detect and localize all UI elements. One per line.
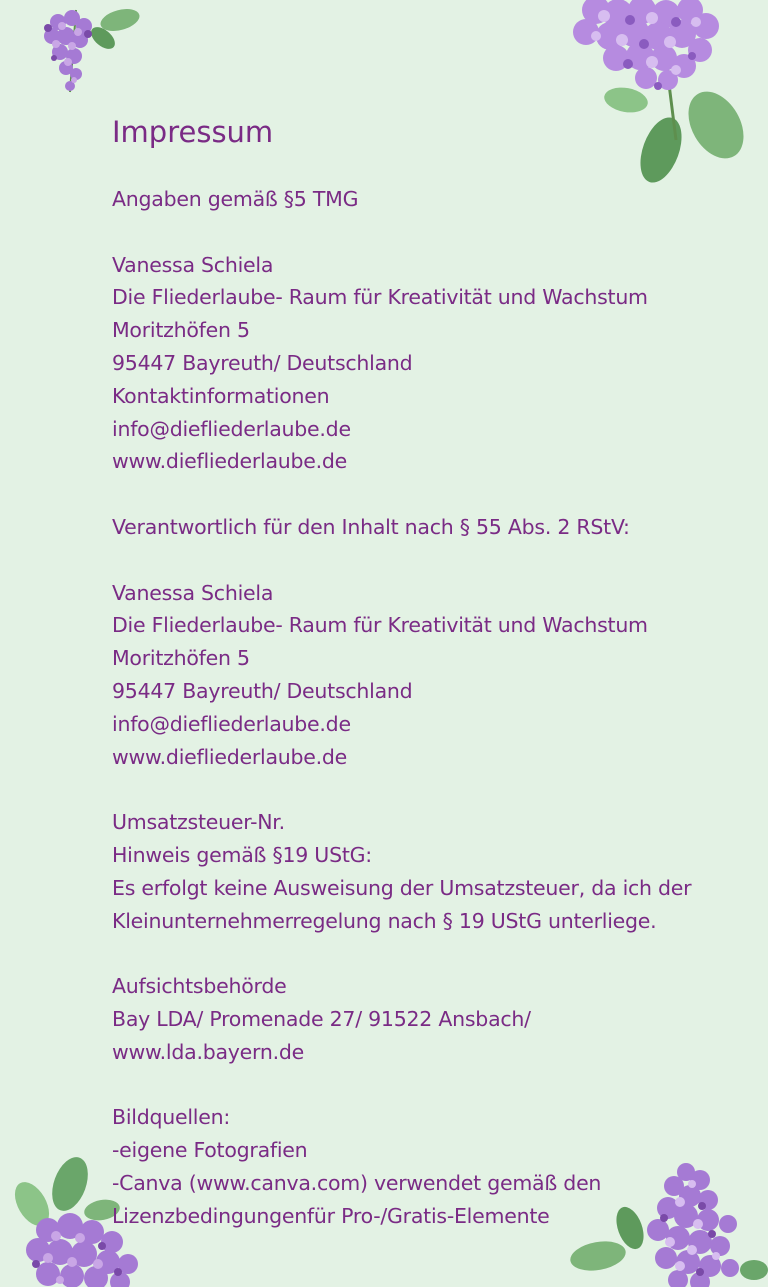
owner-city: 95447 Bayreuth/ Deutschland [112,350,413,375]
image-sources-block [112,1101,752,1232]
image-sources-line-2: -Canva (www.canva.com) verwendet gemäß den [112,1170,602,1195]
image-sources-line-3: Lizenzbedingungenfür Pro-/Gratis-Elemente [112,1203,550,1228]
legal-basis-text: Angaben gemäß §5 TMG [112,187,359,211]
tax-note-line-1: Es erfolgt keine Ausweisung der Umsatzsteuer, da ich der [112,875,692,900]
tax-block [112,806,752,937]
owner-company: Die Fliederlaube- Raum für Kreativität und Wachstum [112,285,648,310]
image-sources-heading: Bildquellen: [112,1105,230,1130]
responsible-block [112,577,752,774]
authority-address: Bay LDA/ Promenade 27/ 91522 Ansbach/ [112,1006,531,1031]
owner-block [112,249,752,479]
tax-note-heading: Hinweis gemäß §19 UStG: [112,842,372,867]
page-title: Impressum [112,115,274,149]
tax-note-line-2: Kleinunternehmerregelung nach § 19 UStG unterliege. [112,908,657,933]
responsible-street: Moritzhöfen 5 [112,646,250,671]
contact-heading: Kontaktinformationen [112,383,330,408]
lilac-top-left-icon [18,0,148,105]
responsible-heading: Verantwortlich für den Inhalt nach § 55 Abs. 2 RStV: [112,514,630,539]
image-sources-line-1: -eigene Fotografien [112,1138,308,1163]
owner-street: Moritzhöfen 5 [112,318,250,343]
authority-heading: Aufsichtsbehörde [112,974,287,999]
authority-block [112,970,752,1068]
owner-name: Vanessa Schiela [112,252,274,277]
responsible-city: 95447 Bayreuth/ Deutschland [112,678,413,703]
responsible-name: Vanessa Schiela [112,580,274,605]
responsible-company: Die Fliederlaube- Raum für Kreativität und Wachstum [112,613,648,638]
legal-basis-block [112,183,752,216]
authority-web-link[interactable]: www.lda.bayern.de [112,1039,304,1064]
owner-email-link[interactable]: info@diefliederlaube.de [112,416,351,441]
vat-label: Umsatzsteuer-Nr. [112,810,285,835]
responsible-web-link[interactable]: www.diefliederlaube.de [112,744,348,769]
responsible-heading-block [112,511,752,544]
impressum-content [112,112,752,1265]
owner-web-link[interactable]: www.diefliederlaube.de [112,449,348,474]
responsible-email-link[interactable]: info@diefliederlaube.de [112,711,351,736]
